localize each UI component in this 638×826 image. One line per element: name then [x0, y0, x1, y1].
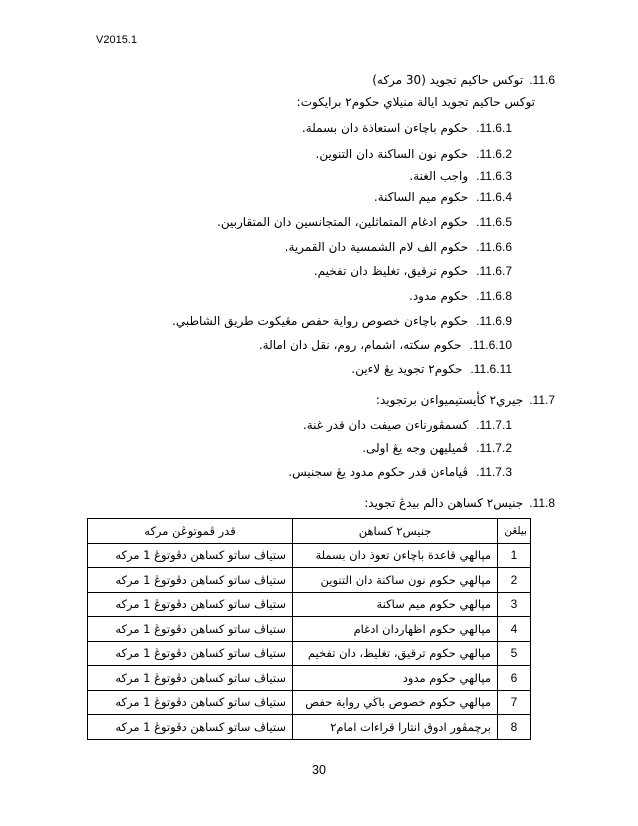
error-deduction-table — [87, 518, 531, 740]
list-item — [285, 238, 512, 256]
section-number: 11.8. — [529, 496, 555, 510]
section-title: توكس حاكيم تجويد (30 مركه) — [372, 73, 524, 87]
row-number: 5 — [498, 641, 531, 666]
row-error-type: مڽالهي حكوم ترقيق، تغليظ، دان تفخيم — [293, 641, 498, 666]
section-number: 11.6. — [529, 73, 555, 87]
item-text: حكوم مدود. — [409, 289, 469, 303]
row-deduction: ستياڤ ساتو كساهن دڤوتوڠ 1 مركه — [88, 715, 293, 740]
row-error-type: مڽالهي حكوم خصوص باڬي رواية حفص — [293, 690, 498, 715]
item-number: 11.6.8. — [476, 289, 512, 303]
item-number: 11.7.2. — [476, 441, 512, 455]
row-deduction: ستياڤ ساتو كساهن دڤوتوڠ 1 مركه — [88, 543, 293, 568]
list-item — [409, 167, 512, 185]
row-error-type: مڽالهي حكوم اظهاردان ادغام — [293, 617, 498, 642]
row-number: 6 — [498, 666, 531, 691]
item-text: حكوم الف لام الشمسية دان القمرية. — [284, 240, 469, 254]
row-deduction: ستياڤ ساتو كساهن دڤوتوڠ 1 مركه — [88, 666, 293, 691]
table-row — [88, 715, 531, 740]
section-number: 11.7. — [529, 393, 555, 407]
row-error-type: مڽالهي حكوم ميم ساكنة — [293, 592, 498, 617]
row-deduction: ستياڤ ساتو كساهن دڤوتوڠ 1 مركه — [88, 568, 293, 593]
item-number: 11.6.1. — [476, 121, 512, 135]
list-item — [302, 119, 512, 137]
item-text: ڤياماءن قدر حكوم مدود يڠ سجنيس. — [288, 465, 469, 479]
list-item — [374, 188, 512, 206]
row-error-type: مڽالهي قاعدة باچاءن تعوذ دان بسملة — [293, 543, 498, 568]
item-number: 11.6.10. — [469, 338, 512, 352]
item-text: واجب الغنة. — [409, 169, 469, 183]
row-number: 3 — [498, 592, 531, 617]
list-item — [303, 416, 512, 434]
section-heading-11-8 — [364, 494, 555, 512]
list-item — [172, 312, 512, 330]
section-heading-11-6 — [372, 71, 555, 89]
item-text: حكوم باچاءن استعاذة دان بسملة. — [301, 121, 469, 135]
list-item — [316, 145, 512, 163]
row-error-type: مڽالهي حكوم نون ساكنة دان التنوين — [293, 568, 498, 593]
row-number: 8 — [498, 715, 531, 740]
item-text: حكوم نون الساكنة دان التنوين. — [315, 147, 469, 161]
section-title: جنيس٢ كساهن دالم بيدڠ تجويد: — [364, 496, 524, 510]
list-item — [362, 439, 512, 457]
item-text: حكوم ادغام المتماثلين، المتجانسين دان المتقاربين. — [217, 215, 469, 229]
table-header-row — [88, 519, 531, 544]
table-row — [88, 641, 531, 666]
item-text: حكوم سكته، اشمام، روم، نقل دان امالة. — [258, 338, 462, 352]
row-deduction: ستياڤ ساتو كساهن دڤوتوڠ 1 مركه — [88, 641, 293, 666]
row-number: 7 — [498, 690, 531, 715]
item-text: كسمڤورناءن صيفت دان قدر غنة. — [302, 418, 469, 432]
item-text: ڤميليهن وجه يڠ اولى. — [362, 441, 469, 455]
row-error-type: مڽالهي حكوم مدود — [293, 666, 498, 691]
column-header-error-type: جنيس٢ كساهن — [293, 519, 498, 544]
item-number: 11.6.7. — [476, 264, 512, 278]
row-number: 2 — [498, 568, 531, 593]
page-number: 30 — [312, 763, 326, 777]
item-number: 11.6.6. — [476, 240, 512, 254]
list-item — [288, 463, 512, 481]
row-error-type: برچمڤور ادوق انتارا قراءات امام٢ — [293, 715, 498, 740]
item-text: حكوم٢ تجويد يڠ لاءين. — [351, 362, 463, 376]
table-row — [88, 617, 531, 642]
table-row — [88, 543, 531, 568]
column-header-deduction: قدر ڤموتوڠن مركه — [88, 519, 293, 544]
row-deduction: ستياڤ ساتو كساهن دڤوتوڠ 1 مركه — [88, 617, 293, 642]
item-number: 11.6.3. — [476, 169, 512, 183]
item-text: حكوم باچاءن خصوص رواية حفص مڠيكوت طريق الشاطبي. — [172, 314, 469, 328]
row-number: 4 — [498, 617, 531, 642]
item-number: 11.6.9. — [476, 314, 512, 328]
item-text: حكوم ترقيق، تغليظ دان تفخيم. — [313, 264, 469, 278]
section-intro — [297, 93, 535, 111]
list-item — [351, 360, 512, 378]
list-item — [314, 262, 512, 280]
section-title: جيري٢ كأيستيميواءن برتجويد: — [375, 393, 524, 407]
item-number: 11.6.2. — [476, 147, 512, 161]
table-row — [88, 568, 531, 593]
item-number: 11.7.3. — [476, 465, 512, 479]
list-item — [217, 213, 512, 231]
list-item — [259, 336, 512, 354]
version-label: V2015.1 — [96, 34, 137, 46]
row-deduction: ستياڤ ساتو كساهن دڤوتوڠ 1 مركه — [88, 690, 293, 715]
item-number: 11.7.1. — [476, 418, 512, 432]
list-item — [409, 287, 512, 305]
item-number: 11.6.5. — [476, 215, 512, 229]
row-number: 1 — [498, 543, 531, 568]
item-number: 11.6.4. — [476, 190, 512, 204]
table-row — [88, 592, 531, 617]
row-deduction: ستياڤ ساتو كساهن دڤوتوڠ 1 مركه — [88, 592, 293, 617]
table-row — [88, 666, 531, 691]
column-header-number: بيلڠن — [498, 519, 531, 544]
item-text: حكوم ميم الساكنة. — [373, 190, 469, 204]
section-heading-11-7 — [376, 391, 555, 409]
item-number: 11.6.11. — [470, 362, 512, 376]
table-row — [88, 690, 531, 715]
section-intro-text: توكس حاكيم تجويد ايالة منيلاي حكوم٢ برايكوت: — [296, 95, 535, 109]
